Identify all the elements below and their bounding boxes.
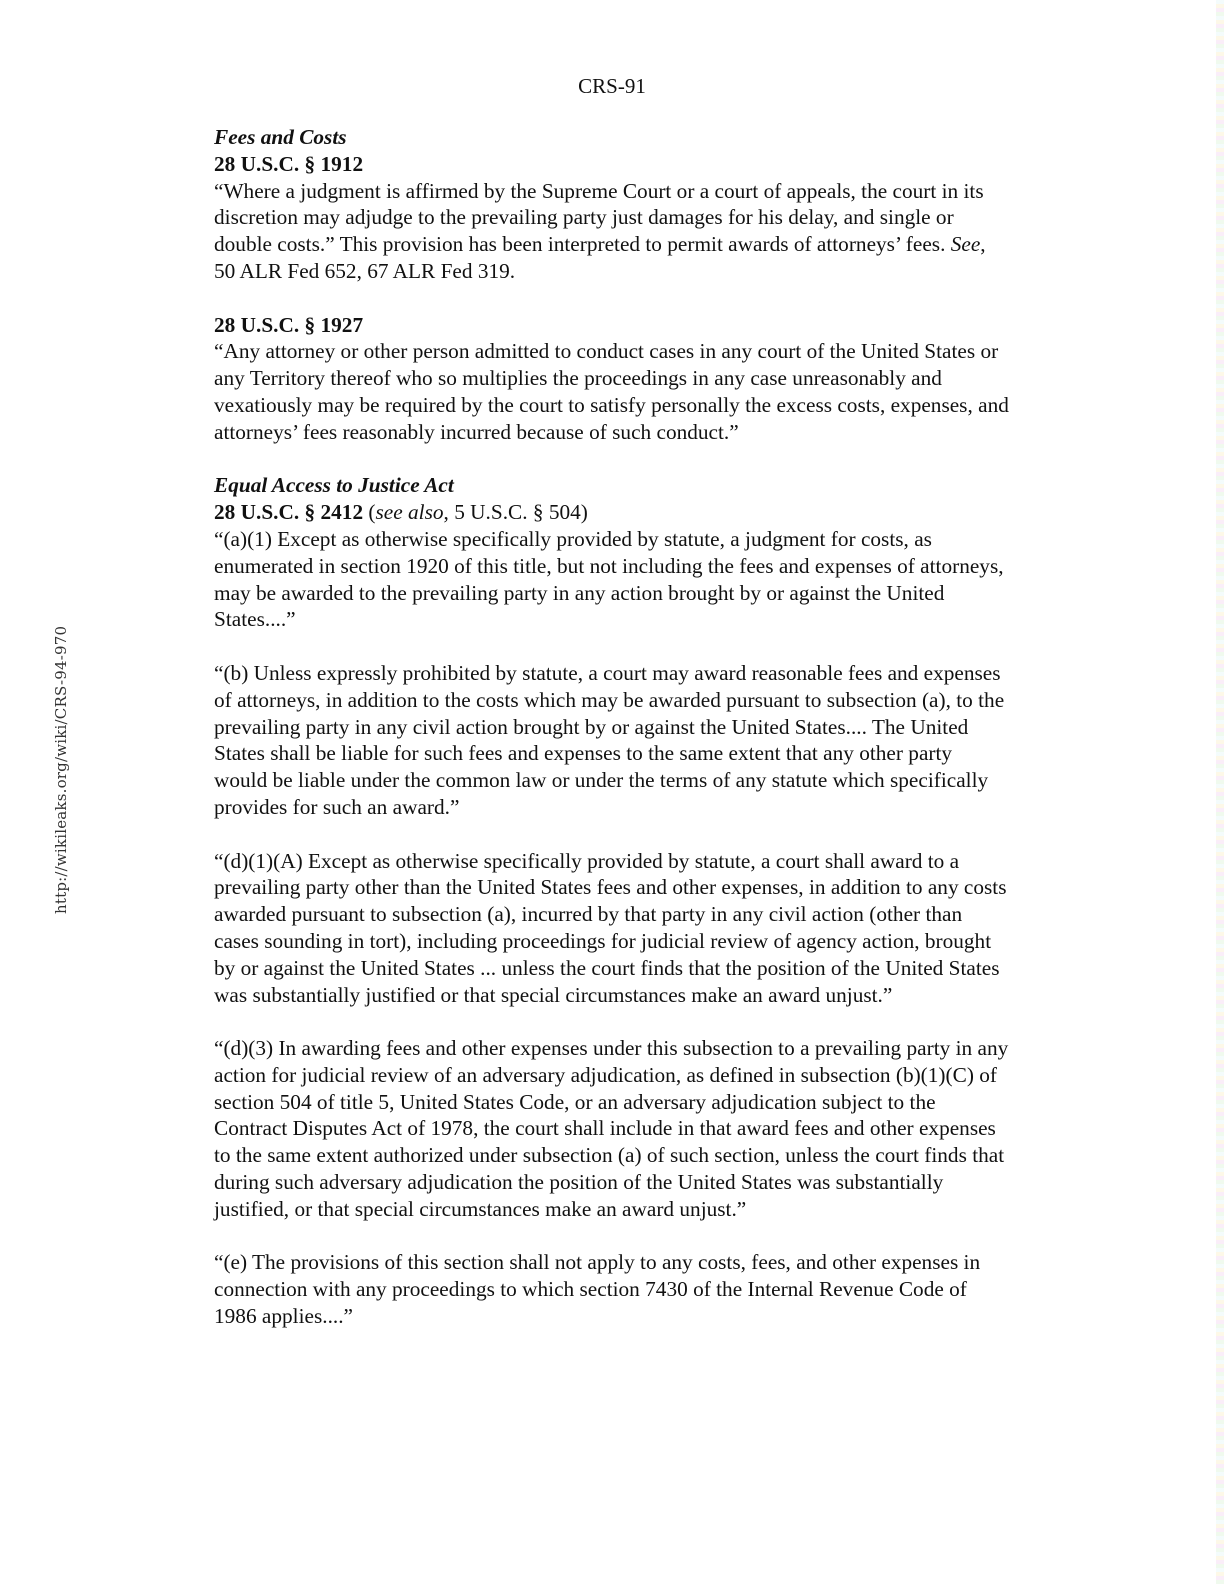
page-header: CRS-91: [578, 74, 646, 98]
see-references: , 50 ALR Fed 652, 67 ALR Fed 319.: [214, 232, 986, 283]
section-1927: [214, 312, 1010, 446]
section-eaja-d3: [214, 1035, 1010, 1223]
see-signal: See: [950, 232, 981, 257]
scan-edge-artifact: [1216, 0, 1224, 1584]
section-title-fees-and-costs: Fees and Costs: [214, 125, 347, 149]
citation-line-2412: [214, 500, 588, 524]
quote-1912: “Where a judgment is affirmed by the Supreme Court or a court of appeals, the court in its discretion may adjudge to the prevailing party just damages for his delay, and single or double costs.”: [214, 178, 984, 257]
paragraph-2412-e: “(e) The provisions of this section shall not apply to any costs, fees, and other expenses in connection with any proceedings to which section 7430 of the Internal Revenue Code of 1986 applies....”: [214, 1250, 981, 1329]
paragraph-1927: “Any attorney or other person admitted to conduct cases in any court of the United States or any Territory thereof who so multiplies the proceedings in any case unreasonably and vexatiously may be required by the court to satisfy personally the excess costs, expenses, and attorneys’ fees reasonably incurred because of such conduct.”: [214, 339, 1009, 444]
paragraph-1912: [214, 178, 1010, 285]
citation-note-rest: , 5 U.S.C. § 504): [443, 500, 588, 525]
paragraph-2412-d1a: “(d)(1)(A) Except as otherwise specifically provided by statute, a court shall award to a prevailing party other than the United States fees and other expenses, in addition to any costs awarded pursuant to subsection (a), incurred by that party in any civil action (other than cases sounding in tort), including proceedings for judicial review of agency action, brought by or against the United States ... unless the court finds that the position of the United States was substantially justified or that special circumstances make an award unjust.”: [214, 848, 1007, 1007]
commentary-1912: This provision has been interpreted to permit awards of attorneys’ fees.: [334, 232, 951, 257]
citation-note-open: (: [363, 500, 376, 525]
section-eaja-d1a: [214, 848, 1010, 1009]
section-eaja-a1: [214, 472, 1010, 633]
section-fees-and-costs-1912: [214, 124, 1010, 285]
citation-28-usc-2412: 28 U.S.C. § 2412: [214, 500, 364, 525]
citation-28-usc-1927: 28 U.S.C. § 1927: [214, 312, 364, 337]
paragraph-2412-d3: “(d)(3) In awarding fees and other expenses under this subsection to a prevailing party in any action for judicial review of an adversary adjudication, as defined in subsection (b)(1)(C) of section 504 of title 5, United States Code, or an adversary adjudication subject to the Contract Disputes Act of 1978, the court shall include in that award fees and other expenses to the same extent authorized under subsection (a) of such section, unless the court finds that during such adversary adjudication the position of the United States was substantially justified, or that special circumstances make an award unjust.”: [214, 1036, 1009, 1221]
section-title-eaja: Equal Access to Justice Act: [214, 473, 454, 498]
citation-note-see-also: see also: [375, 500, 444, 525]
paragraph-2412-b: “(b) Unless expressly prohibited by statute, a court may award reasonable fees and expenses of attorneys, in addition to the costs which may be awarded pursuant to subsection (a), to the prevailing party in any civil action brought by or against the United States.... The United States shall be liable for such fees and expenses to the same extent that any other party would be liable under the common law or under the terms of any statute which specifically provides for such an award.”: [214, 660, 1005, 819]
section-eaja-b: [214, 660, 1010, 821]
section-eaja-e: [214, 1249, 1010, 1329]
document-body: [214, 124, 1010, 1357]
paragraph-2412-a1: “(a)(1) Except as otherwise specifically provided by statute, a judgment for costs, as enumerated in section 1920 of this title, but not including the fees and expenses of attorneys, may be awarded to the prevailing party in any action brought by or against the United States....”: [214, 526, 1004, 632]
side-url-watermark: http://wikileaks.org/wiki/CRS-94-970: [52, 625, 70, 914]
citation-28-usc-1912: 28 U.S.C. § 1912: [214, 151, 364, 176]
